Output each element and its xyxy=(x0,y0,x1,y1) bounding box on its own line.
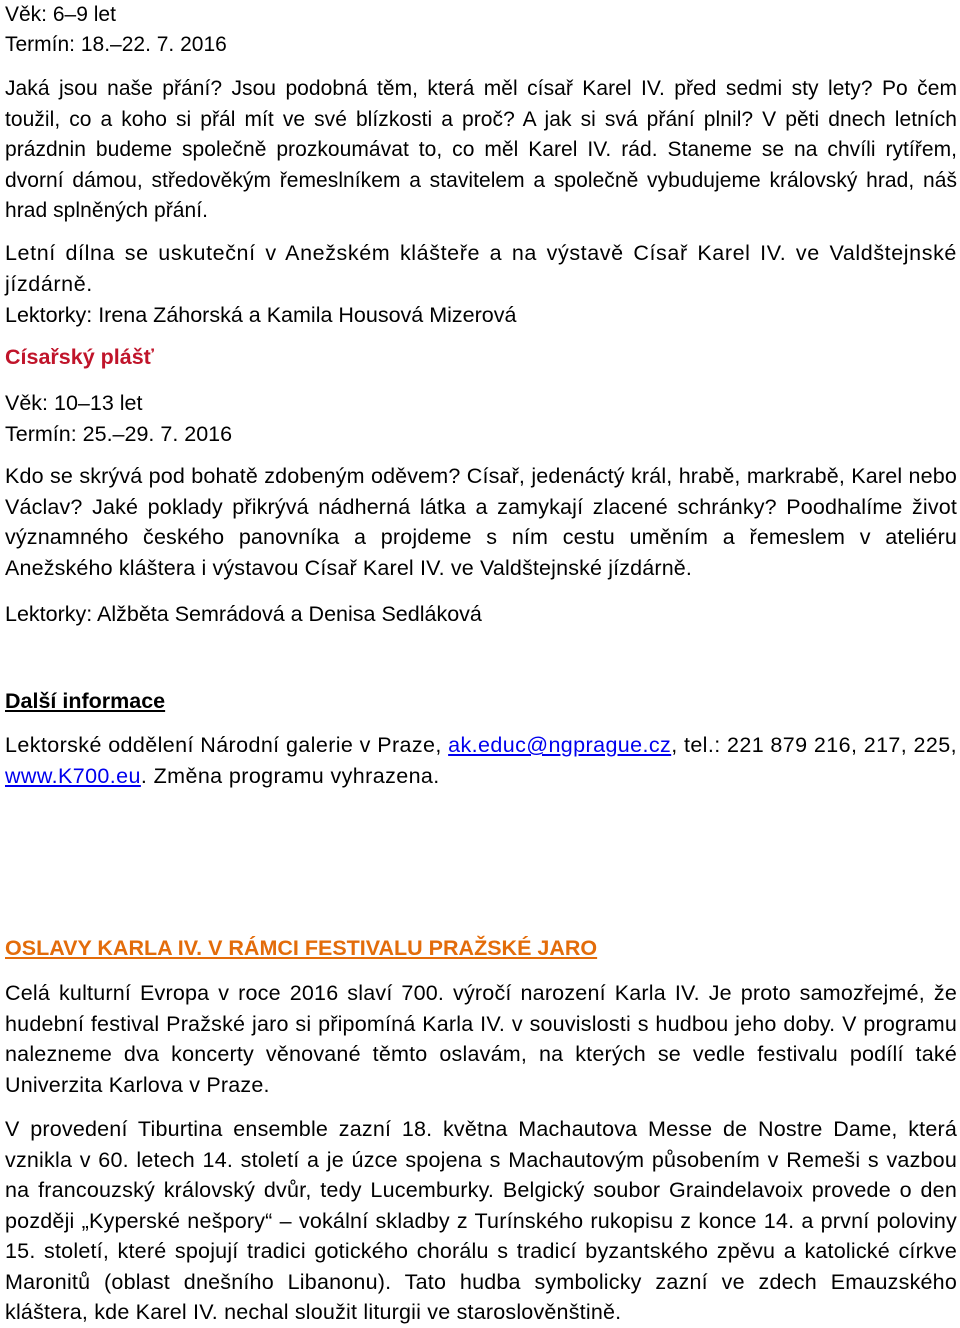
workshop1-lecturers: Lektorky: Irena Záhorská a Kamila Housová Mizerová xyxy=(5,303,517,327)
festival-heading: OSLAVY KARLA IV. V RÁMCI FESTIVALU PRAŽSKÉ JARO xyxy=(5,936,598,960)
workshop1-description xyxy=(5,74,957,227)
workshop2-lecturers: Lektorky: Alžběta Semrádová a Denisa Sedláková xyxy=(5,602,482,626)
festival-paragraph-1: Celá kulturní Evropa v roce 2016 slaví 700. výročí narození Karla IV. Je proto samozřejmé, že hudební festival Pražské jaro si připomíná Karla IV. v souvislosti s hudbou jeho doby. V programu nalezneme dva koncerty věnované těmto oslavám, na kterých se vedle festivalu podílí také Univerzita Karlova v Praze. xyxy=(5,981,957,1097)
more-info-phone: , tel.: 221 879 216, 217, 225, xyxy=(671,733,957,757)
more-info-text xyxy=(5,730,957,791)
workshop1-term: Termín: 18.–22. 7. 2016 xyxy=(5,33,227,56)
more-info-prefix: Lektorské oddělení Národní galerie v Praze, xyxy=(5,733,449,757)
workshop2-title: Císařský plášť xyxy=(5,345,154,369)
more-info-heading: Další informace xyxy=(5,689,166,713)
email-link[interactable]: ak.educ@ngprague.cz xyxy=(448,733,672,757)
workshop1-description-text: Jaká jsou naše přání? Jsou podobná těm, která měl císař Karel IV. před sedmi sty lety? Po čem toužil, co a koho si přál mít ve své blízkosti a proč? A jak si svá přání plnil? V pěti dnech letních prázdnin budeme společně prozkoumávat to, co měl Karel IV. rád. xyxy=(5,77,957,161)
more-info-suffix: . Změna programu vyhrazena. xyxy=(140,763,440,788)
workshop1-description-cont: Staneme se na chvíli rytířem, dvorní dámou, středověkým řemeslníkem a stavitelem a společně vybudujeme královský hrad, náš hrad splněných přání. xyxy=(5,138,958,222)
workshop2-description: Kdo se skrývá pod bohatě zdobeným oděvem? Císař, jedenáctý král, hrabě, markrabě, Karel nebo Václav? Jaké poklady přikrývá nádherná látka a zamykají zlacené schránky? Poodhalíme život významného českého panovníka a projdeme s ním cestu uměním a řemeslem v ateliéru Anežského kláštera i výstavou Císař Karel IV. ve Valdštejnské jízdárně. xyxy=(5,464,957,580)
workshop1-age: Věk: 6–9 let xyxy=(5,3,116,26)
festival-paragraph-2: V provedení Tiburtina ensemble zazní 18. května Machautova Messe de Nostre Dame, která vznikla v 60. letech 14. století a je úzce spojena s Machautovým působením v Remeši s vazbou na francouzský královský dvůr, tedy Lucemburky. Belgický soubor Graindelavoix provede o den později „Kyperské nešpory“ – vokální skladby z Turínského rukopisu z konce 14. a první poloviny 15. století, které spojují tradici gotického chorálu s tradicí byzantského zpěvu a katolické církve Maronitů (oblast dnešního Libanonu). Tato hudba symbolicky zazní ve zdech Emauzského kláštera, kde Karel IV. nechal sloužit liturgii ve staroslověnštině. xyxy=(5,1117,957,1324)
workshop1-venue: Letní dílna se uskuteční v Anežském klášteře a na výstavě Císař Karel IV. ve Valdštejnské jízdárně. xyxy=(5,241,957,296)
website-link[interactable]: www.K700.eu xyxy=(5,763,141,788)
workshop2-term: Termín: 25.–29. 7. 2016 xyxy=(5,422,233,446)
workshop2-age: Věk: 10–13 let xyxy=(5,391,143,415)
